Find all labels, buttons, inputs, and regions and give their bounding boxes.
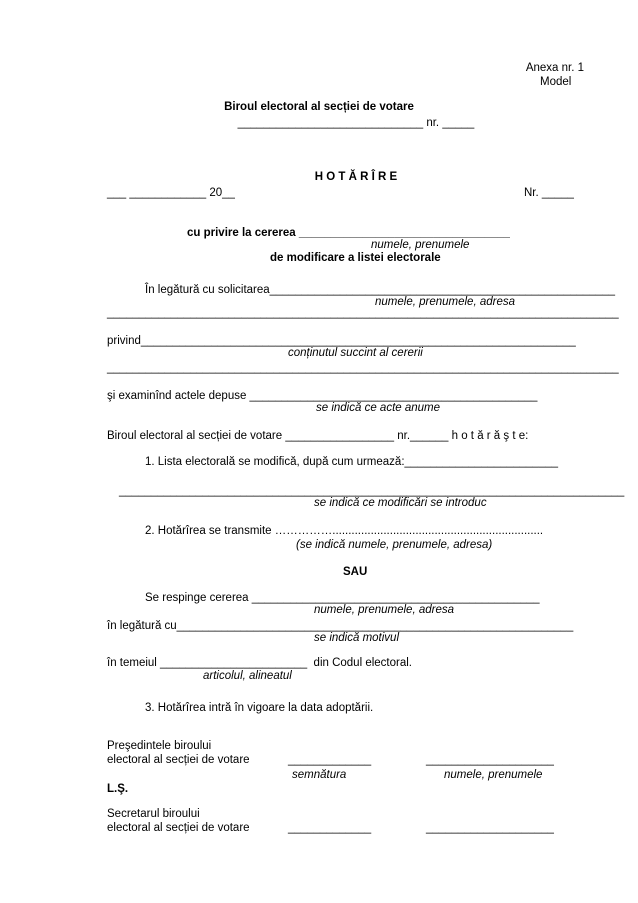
president-name-line: ____________________: [426, 754, 554, 766]
president-label-line1: Preşedintele biroului: [107, 740, 212, 752]
respinge-line: Se respinge cererea _____________________________________________: [145, 592, 540, 604]
secretary-label-line1: Secretarul biroului: [107, 808, 200, 820]
subject-hint: numele, prenumele: [371, 239, 470, 251]
subject-line: cu privire la cererea _________________________________: [187, 227, 510, 239]
sau-label: SAU: [343, 566, 368, 578]
decision-title: H O T Ă R Î R E: [314, 171, 398, 183]
respinge-hint: numele, prenumele, adresa: [314, 604, 454, 616]
solicitare-line: În legătură cu solicitarea______________________________________________________: [145, 284, 616, 296]
point2-hint: (se indică numele, prenumele, adresa): [296, 539, 493, 551]
point2-line: 2. Hotărîrea se transmite ……………..................................................................: [145, 525, 544, 537]
president-signature-line: _____________: [288, 754, 372, 766]
solicitare-hint: numele, prenumele, adresa: [375, 296, 515, 308]
secretary-label-line2: electoral al secției de votare: [107, 822, 250, 834]
header-title: Biroul electoral al secției de votare: [224, 101, 414, 113]
motiv-hint: se indică motivul: [314, 632, 400, 644]
annex-number: Anexa nr. 1: [525, 62, 584, 74]
signature-hint: semnătura: [292, 769, 347, 781]
point3-line: 3. Hotărîrea intră în vigoare la data adoptării.: [145, 702, 374, 714]
motiv-line: în legătură cu______________________________________________________________: [107, 620, 574, 632]
decision-date-line: ___ ____________ 20__: [107, 187, 235, 199]
temeiul-hint: articolul, alineatul: [203, 670, 292, 682]
point1-hint: se indică ce modificări se introduc: [314, 497, 487, 509]
temeiul-line: în temeiul _______________________ din Codul electoral.: [107, 657, 412, 669]
annex-model: Model: [540, 76, 572, 88]
secretary-name-line: ____________________: [426, 822, 554, 834]
secretary-signature-line: _____________: [288, 822, 372, 834]
privind-hint: conținutul succint al cererii: [288, 347, 423, 359]
acte-line: şi examinînd actele depuse _____________________________________________: [107, 390, 538, 402]
acte-hint: se indică ce acte anume: [316, 402, 441, 414]
decision-number: Nr. _____: [524, 187, 574, 199]
privind-line: privind____________________________________________________________________: [107, 335, 576, 347]
hotaraste-line: Biroul electoral al secției de votare _________________ nr.______ h o t ă r ă ş t e:: [107, 430, 529, 442]
president-label-line2: electoral al secției de votare: [107, 754, 250, 766]
blank-line: ________________________________________________________________________________: [107, 362, 619, 374]
name-hint: numele, prenumele: [444, 769, 543, 781]
header-number-line: _____________________________ nr. _____: [237, 117, 475, 129]
point1-blank-line: _______________________________________________________________________________: [119, 485, 625, 497]
point1-line: 1. Lista electorală se modifică, după cum urmează:________________________: [145, 456, 559, 468]
subject-line2: de modificare a listei electorale: [270, 252, 441, 264]
blank-line: ________________________________________________________________________________: [107, 307, 619, 319]
stamp-ls-label: L.Ş.: [107, 783, 129, 795]
